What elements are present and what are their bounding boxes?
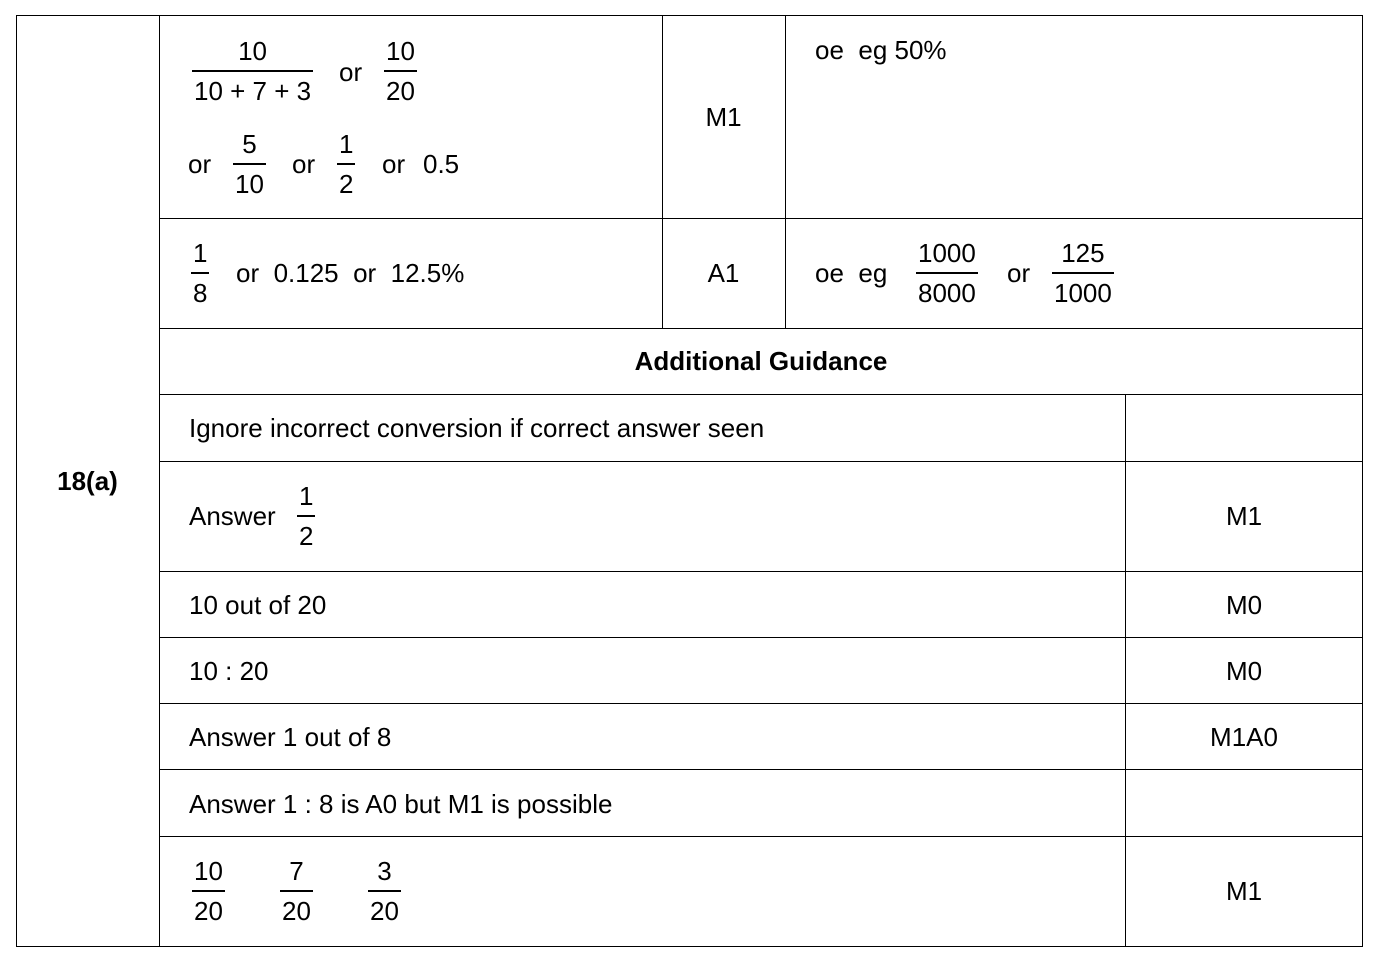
numerator: 10	[238, 36, 268, 66]
fraction-ten-over-sum	[192, 36, 313, 106]
or-text: or	[382, 149, 406, 179]
numerator: 1	[339, 129, 354, 159]
numerator: 1	[299, 481, 314, 511]
fraction-one-over-eight	[191, 238, 209, 308]
guidance-text: 10 : 20	[189, 656, 269, 686]
guidance-mark: M1	[1225, 501, 1263, 531]
guidance-text: Ignore incorrect conversion if correct answer seen	[189, 413, 765, 443]
or-text: or	[1007, 258, 1031, 288]
numerator: 10	[194, 856, 223, 886]
guidance-mark: M0	[1225, 656, 1263, 686]
guidance-mark: M1A0	[1210, 722, 1278, 752]
guidance-text: Answer 1 out of 8	[189, 722, 392, 752]
fraction-one-over-two	[297, 481, 315, 551]
guidance-text: Answer	[189, 501, 276, 531]
fraction-five-over-ten	[233, 129, 266, 199]
decimal-value: 0.5	[423, 149, 460, 179]
denominator: 8	[193, 278, 208, 308]
denominator: 20	[282, 896, 311, 926]
guidance-mark: M1	[1225, 876, 1263, 906]
or-text: or	[339, 57, 363, 87]
row-divider	[159, 461, 1363, 462]
comment-prefix: oe eg	[815, 258, 888, 288]
denominator: 8000	[918, 278, 976, 308]
question-label: 18(a)	[57, 466, 118, 496]
equivalent-values: or 0.125 or 12.5%	[236, 258, 465, 288]
numerator: 3	[377, 856, 392, 886]
fraction-seven-over-twenty	[280, 856, 313, 926]
mark-a1: A1	[707, 258, 740, 288]
or-text: or	[188, 149, 212, 179]
mark-m1: M1	[705, 102, 742, 132]
row-divider	[159, 703, 1363, 704]
row-divider	[159, 637, 1363, 638]
guidance-text: 10 out of 20	[189, 590, 327, 620]
guidance-text: Answer 1 : 8 is A0 but M1 is possible	[189, 789, 613, 819]
row-divider	[159, 218, 1363, 219]
column-divider	[159, 15, 160, 947]
or-text: or	[292, 149, 316, 179]
fraction-125-over-1000	[1052, 238, 1114, 308]
row-divider	[159, 769, 1363, 770]
numerator: 10	[386, 36, 415, 66]
row-divider	[159, 571, 1363, 572]
row-divider	[159, 836, 1363, 837]
comment-text: oe eg 50%	[815, 35, 947, 65]
row-divider	[159, 328, 1363, 329]
fraction-three-over-twenty	[368, 856, 401, 926]
row-divider	[159, 394, 1363, 395]
guidance-mark: M0	[1225, 590, 1263, 620]
fraction-ten-over-twenty	[384, 36, 417, 106]
column-divider	[785, 15, 786, 328]
fraction-ten-over-twenty	[192, 856, 225, 926]
denominator: 1000	[1054, 278, 1112, 308]
denominator: 10 + 7 + 3	[194, 76, 312, 106]
numerator: 1	[193, 238, 208, 268]
denominator: 2	[339, 169, 354, 199]
guidance-heading: Additional Guidance	[634, 346, 888, 376]
numerator: 125	[1061, 238, 1105, 268]
fraction-one-over-two	[337, 129, 355, 199]
denominator: 20	[370, 896, 399, 926]
numerator: 7	[289, 856, 304, 886]
numerator: 5	[242, 129, 257, 159]
numerator: 1000	[918, 238, 976, 268]
denominator: 20	[194, 896, 223, 926]
denominator: 2	[299, 521, 314, 551]
denominator: 10	[235, 169, 264, 199]
denominator: 20	[386, 76, 415, 106]
fraction-thousand-over-eight-thousand	[916, 238, 978, 308]
